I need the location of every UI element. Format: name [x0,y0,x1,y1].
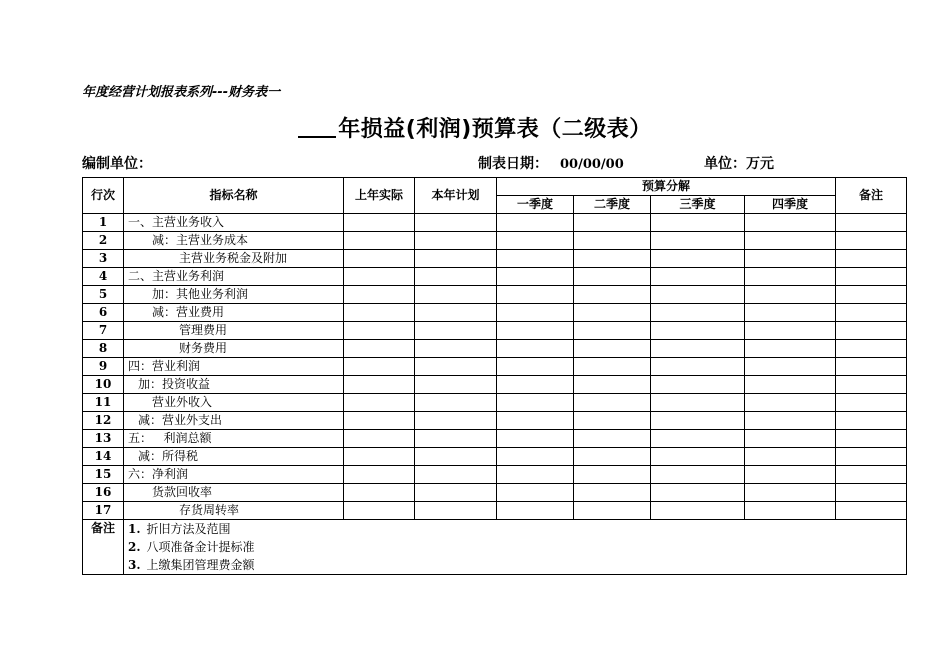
table-row [83,484,907,502]
q1-cell[interactable] [497,214,574,232]
year-blank[interactable] [298,114,336,138]
this-year-cell[interactable] [415,286,497,304]
last-year-cell[interactable] [344,394,415,412]
header-remarks: 备注 [836,178,907,214]
q3-cell[interactable] [651,214,745,232]
q2-cell[interactable] [574,286,651,304]
notes-cell [124,520,907,575]
indicator-name: 加：投资收益 [124,376,344,394]
q3-cell[interactable] [651,232,745,250]
q4-cell[interactable] [745,394,836,412]
indicator-name: 减：主营业务成本 [124,232,344,250]
report-series-title: 年度经营计划报表系列---财务表一 [82,85,281,100]
remarks-cell[interactable] [836,358,907,376]
this-year-cell[interactable] [415,340,497,358]
q1-cell[interactable] [497,358,574,376]
header-indicator: 指标名称 [124,178,344,214]
q3-cell[interactable] [651,448,745,466]
note-number: 2. [128,540,141,554]
note-number: 1. [128,522,141,536]
remarks-cell[interactable] [836,268,907,286]
table-row [83,466,907,484]
row-number: 17 [83,502,124,520]
table-row [83,430,907,448]
indicator-name: 一、主营业务收入 [124,214,344,232]
q3-cell[interactable] [651,286,745,304]
indicator-name: 存货周转率 [124,502,344,520]
indicator-name: 加：其他业务利润 [124,286,344,304]
q3-cell[interactable] [651,358,745,376]
q4-cell[interactable] [745,250,836,268]
this-year-cell[interactable] [415,502,497,520]
remarks-cell[interactable] [836,322,907,340]
last-year-cell[interactable] [344,340,415,358]
q1-cell[interactable] [497,232,574,250]
row-number: 12 [83,412,124,430]
table-row [83,412,907,430]
q1-cell[interactable] [497,430,574,448]
q2-cell[interactable] [574,250,651,268]
q2-cell[interactable] [574,376,651,394]
last-year-cell[interactable] [344,322,415,340]
indicator-name: 二、主营业务利润 [124,268,344,286]
q3-cell[interactable] [651,484,745,502]
last-year-cell[interactable] [344,232,415,250]
row-number: 4 [83,268,124,286]
last-year-cell[interactable] [344,484,415,502]
header-this-year: 本年计划 [415,178,497,214]
row-number: 6 [83,304,124,322]
q2-cell[interactable] [574,466,651,484]
q2-cell[interactable] [574,358,651,376]
indicator-name: 减：所得税 [124,448,344,466]
header-q2: 二季度 [574,196,651,214]
header-breakdown: 预算分解 [497,178,836,196]
q4-cell[interactable] [745,412,836,430]
table-row [83,358,907,376]
q1-cell[interactable] [497,376,574,394]
this-year-cell[interactable] [415,466,497,484]
note-item [128,556,902,574]
note-number: 3. [128,558,141,572]
last-year-cell[interactable] [344,268,415,286]
note-item [128,520,902,538]
q4-cell[interactable] [745,340,836,358]
q1-cell[interactable] [497,322,574,340]
header-last-year: 上年实际 [344,178,415,214]
table-row [83,232,907,250]
q4-cell[interactable] [745,502,836,520]
q1-cell[interactable] [497,412,574,430]
indicator-name: 六：净利润 [124,466,344,484]
q1-cell[interactable] [497,466,574,484]
q2-cell[interactable] [574,430,651,448]
row-number: 11 [83,394,124,412]
q3-cell[interactable] [651,250,745,268]
notes-label: 备注 [83,520,124,575]
q2-cell[interactable] [574,304,651,322]
q3-cell[interactable] [651,502,745,520]
table-row [83,502,907,520]
remarks-cell[interactable] [836,448,907,466]
indicator-name: 减：营业费用 [124,304,344,322]
table-row [83,322,907,340]
unit-label: 单位：万元 [704,156,774,172]
remarks-cell[interactable] [836,376,907,394]
indicator-name: 减：营业外支出 [124,412,344,430]
this-year-cell[interactable] [415,484,497,502]
header-q1: 一季度 [497,196,574,214]
indicator-name: 管理费用 [124,322,344,340]
last-year-cell[interactable] [344,304,415,322]
row-number: 14 [83,448,124,466]
table-row [83,448,907,466]
page-title [0,112,950,143]
row-number: 3 [83,250,124,268]
this-year-cell[interactable] [415,448,497,466]
budget-table [82,177,907,575]
this-year-cell[interactable] [415,250,497,268]
remarks-cell[interactable] [836,250,907,268]
last-year-cell[interactable] [344,502,415,520]
indicator-name: 货款回收率 [124,484,344,502]
q1-cell[interactable] [497,286,574,304]
table-row [83,250,907,268]
q1-cell[interactable] [497,340,574,358]
title-text: 年损益(利润)预算表（二级表） [338,117,652,142]
table-row [83,304,907,322]
indicator-name: 主营业务税金及附加 [124,250,344,268]
q3-cell[interactable] [651,268,745,286]
q2-cell[interactable] [574,448,651,466]
header-q3: 三季度 [651,196,745,214]
row-number: 16 [83,484,124,502]
table-row [83,340,907,358]
remarks-cell[interactable] [836,286,907,304]
q3-cell[interactable] [651,340,745,358]
row-number: 1 [83,214,124,232]
this-year-cell[interactable] [415,376,497,394]
row-number: 15 [83,466,124,484]
this-year-cell[interactable] [415,322,497,340]
last-year-cell[interactable] [344,430,415,448]
header-q4: 四季度 [745,196,836,214]
q2-cell[interactable] [574,394,651,412]
remarks-cell[interactable] [836,232,907,250]
q2-cell[interactable] [574,232,651,250]
q4-cell[interactable] [745,232,836,250]
row-number: 9 [83,358,124,376]
date-value: 00/00/00 [560,157,624,172]
q4-cell[interactable] [745,376,836,394]
q3-cell[interactable] [651,466,745,484]
remarks-cell[interactable] [836,394,907,412]
last-year-cell[interactable] [344,448,415,466]
q2-cell[interactable] [574,268,651,286]
last-year-cell[interactable] [344,466,415,484]
remarks-cell[interactable] [836,466,907,484]
q1-cell[interactable] [497,502,574,520]
q3-cell[interactable] [651,430,745,448]
q4-cell[interactable] [745,358,836,376]
q4-cell[interactable] [745,286,836,304]
remarks-cell[interactable] [836,214,907,232]
q4-cell[interactable] [745,466,836,484]
q1-cell[interactable] [497,484,574,502]
last-year-cell[interactable] [344,412,415,430]
q2-cell[interactable] [574,484,651,502]
indicator-name: 五： 利润总额 [124,430,344,448]
note-text: 上缴集团管理费金额 [146,558,255,572]
q4-cell[interactable] [745,214,836,232]
q4-cell[interactable] [745,268,836,286]
this-year-cell[interactable] [415,412,497,430]
q1-cell[interactable] [497,250,574,268]
indicator-name: 营业外收入 [124,394,344,412]
this-year-cell[interactable] [415,232,497,250]
remarks-cell[interactable] [836,340,907,358]
q3-cell[interactable] [651,412,745,430]
remarks-cell[interactable] [836,502,907,520]
row-number: 5 [83,286,124,304]
date-field [478,153,624,173]
this-year-cell[interactable] [415,394,497,412]
note-text: 折旧方法及范围 [146,522,231,536]
q3-cell[interactable] [651,322,745,340]
last-year-cell[interactable] [344,358,415,376]
table-row [83,394,907,412]
q2-cell[interactable] [574,340,651,358]
q4-cell[interactable] [745,322,836,340]
indicator-name: 财务费用 [124,340,344,358]
q3-cell[interactable] [651,376,745,394]
q1-cell[interactable] [497,304,574,322]
q4-cell[interactable] [745,448,836,466]
last-year-cell[interactable] [344,214,415,232]
q4-cell[interactable] [745,484,836,502]
this-year-cell[interactable] [415,304,497,322]
remarks-cell[interactable] [836,412,907,430]
q2-cell[interactable] [574,322,651,340]
q1-cell[interactable] [497,448,574,466]
last-year-cell[interactable] [344,250,415,268]
this-year-cell[interactable] [415,358,497,376]
this-year-cell[interactable] [415,214,497,232]
q4-cell[interactable] [745,304,836,322]
q1-cell[interactable] [497,268,574,286]
row-number: 13 [83,430,124,448]
last-year-cell[interactable] [344,286,415,304]
q2-cell[interactable] [574,412,651,430]
row-number: 8 [83,340,124,358]
q4-cell[interactable] [745,430,836,448]
row-number: 7 [83,322,124,340]
q3-cell[interactable] [651,394,745,412]
q2-cell[interactable] [574,502,651,520]
q1-cell[interactable] [497,394,574,412]
last-year-cell[interactable] [344,376,415,394]
table-row [83,268,907,286]
table-row [83,214,907,232]
row-number: 10 [83,376,124,394]
indicator-name: 四：营业利润 [124,358,344,376]
remarks-cell[interactable] [836,484,907,502]
remarks-cell[interactable] [836,304,907,322]
q2-cell[interactable] [574,214,651,232]
this-year-cell[interactable] [415,268,497,286]
org-label: 编制单位： [82,156,152,172]
table-row [83,286,907,304]
table-row [83,376,907,394]
remarks-cell[interactable] [836,430,907,448]
row-number: 2 [83,232,124,250]
this-year-cell[interactable] [415,430,497,448]
header-row-no: 行次 [83,178,124,214]
note-text: 八项准备金计提标准 [146,540,255,554]
date-label: 制表日期： [478,156,548,172]
note-item [128,538,902,556]
q3-cell[interactable] [651,304,745,322]
